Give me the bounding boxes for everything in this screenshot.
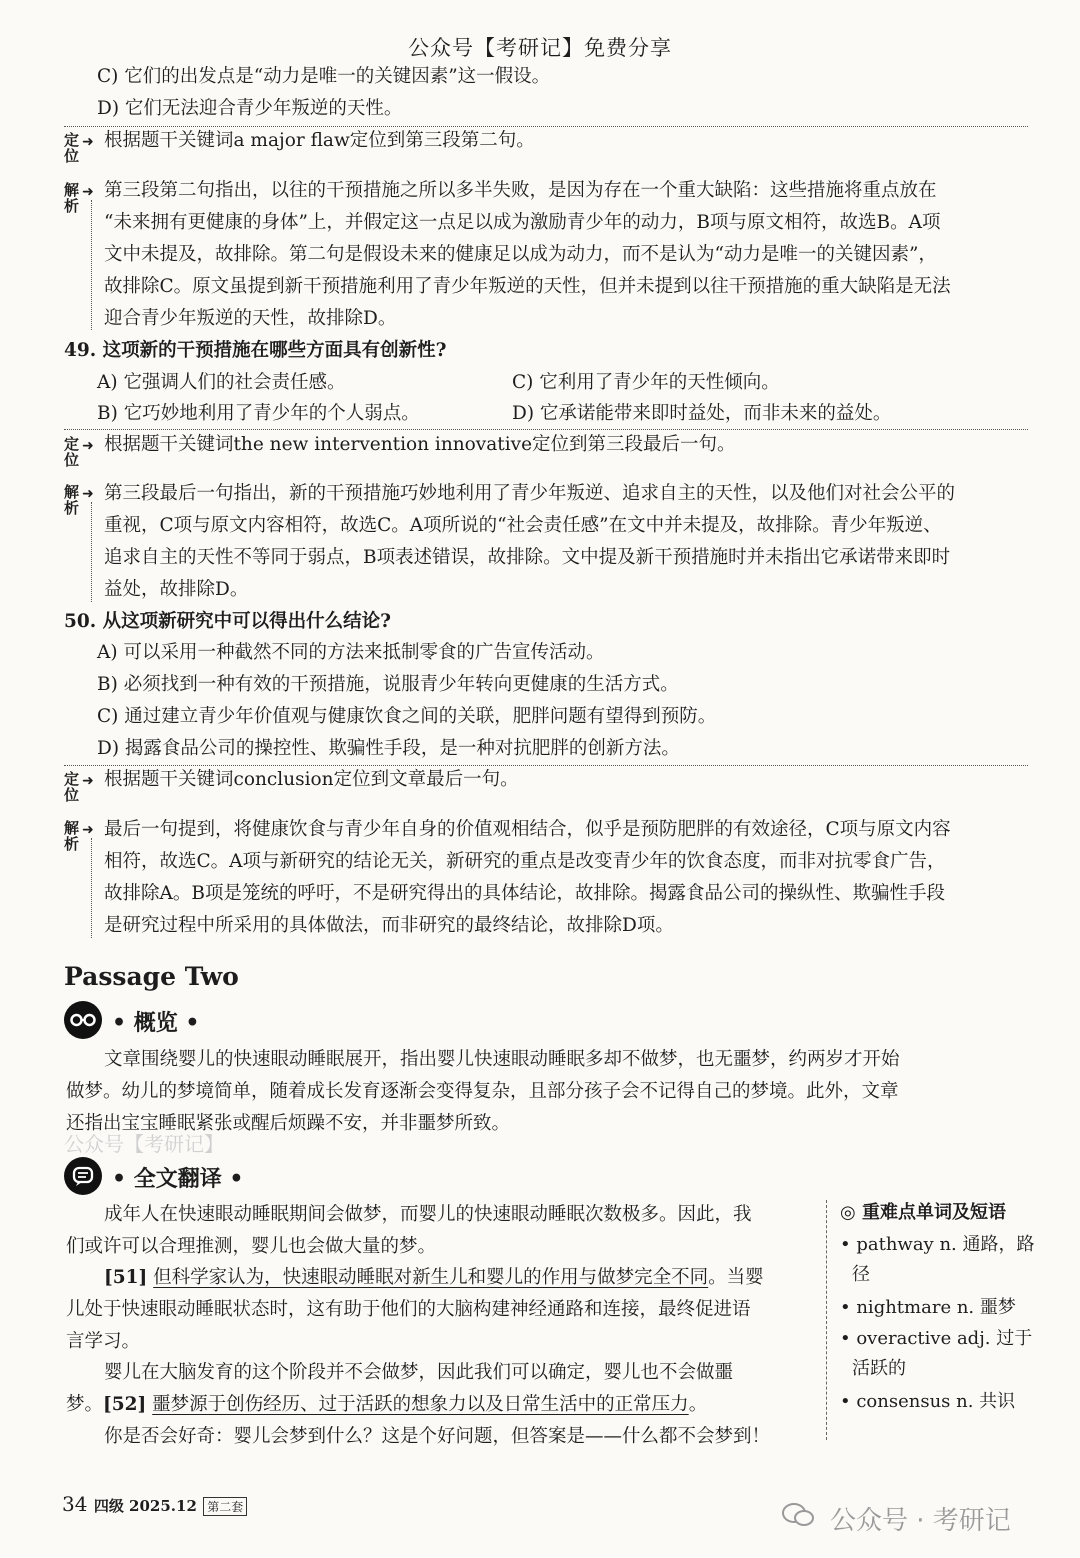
q48-analysis-line: 第三段第二句指出，以往的干预措施之所以多半失败，是因为存在一个重大缺陷：这些措施将重点放在 xyxy=(104,180,937,201)
q49-option-d: D) 它承诺能带来即时益处，而非未来的益处。 xyxy=(512,403,892,424)
answer-sentence: 但科学家认为，快速眼动睡眠对新生儿和婴儿的作用与做梦完全不同 xyxy=(153,1267,709,1288)
translation-line: 言学习。 xyxy=(66,1331,141,1352)
q50-option: A) 可以采用一种截然不同的方法来抵制零食的广告宣传活动。 xyxy=(97,642,605,663)
vocab-item: • consensus n. 共识 xyxy=(840,1391,1016,1412)
text: 。当婴 xyxy=(708,1267,764,1288)
q50-analysis-line: 故排除A。B项是笼统的呼吁，不是研究得出的具体结论，故排除。揭露食品公司的操纵性、欺骗性手段 xyxy=(104,883,945,904)
section-title: Passage Two xyxy=(64,962,239,991)
arrow-icon: ➜ xyxy=(82,773,94,789)
question-number: [51] xyxy=(104,1267,148,1288)
translation-line: 儿处于快速眼动睡眠状态时，这有助于他们的大脑构建神经通路和连接，最终促进语 xyxy=(66,1299,751,1320)
divider xyxy=(91,838,92,938)
translation-line xyxy=(66,1392,707,1418)
arrow-icon: ➜ xyxy=(82,134,94,150)
analysis-tag: 解 析 xyxy=(64,819,80,853)
q48-location: 根据题干关键词a major flaw定位到第三段第二句。 xyxy=(104,130,535,151)
watermark: 公众号 · 考研记 xyxy=(830,1506,1011,1536)
divider xyxy=(91,502,92,602)
arrow-icon: ➜ xyxy=(82,822,94,838)
q50-option: B) 必须找到一种有效的干预措施，说服青少年转向更健康的生活方式。 xyxy=(97,674,679,695)
location-tag: 定 位 xyxy=(64,770,80,804)
text: 梦。 xyxy=(66,1394,104,1415)
vocab-item: 活跃的 xyxy=(852,1358,906,1379)
q48-option-c: C) 它们的出发点是“动力是唯一的关键因素”这一假设。 xyxy=(97,66,551,87)
divider xyxy=(64,429,1028,430)
q48-option-d: D) 它们无法迎合青少年叛逆的天性。 xyxy=(97,98,403,119)
wechat-icon xyxy=(780,1500,820,1530)
q50-analysis-line: 相符，故选C。A项与新研究的结论无关，新研究的重点是改变青少年的饮食态度，而非对抗零食广告， xyxy=(104,851,946,872)
q50-analysis-line: 最后一句提到，将健康饮食与青少年自身的价值观相结合，似乎是预防肥胖的有效途径，C项与原文内容 xyxy=(104,819,951,840)
translation-line: 你是否会好奇：婴儿会梦到什么？这是个好问题，但答案是——什么都不会梦到！ xyxy=(104,1426,771,1447)
q49-option-c: C) 它利用了青少年的天性倾向。 xyxy=(512,372,780,393)
translation-line: 婴儿在大脑发育的这个阶段并不会做梦，因此我们可以确定，婴儿也不会做噩 xyxy=(104,1362,734,1383)
analysis-tag: 解 析 xyxy=(64,181,80,215)
footer-box: 第二套 xyxy=(203,1497,247,1516)
q49-question: 49. 这项新的干预措施在哪些方面具有创新性? xyxy=(64,340,447,361)
analysis-tag: 解 析 xyxy=(64,483,80,517)
vocab-title xyxy=(840,1198,1006,1224)
q48-analysis-line: “未来拥有更健康的身体”上，并假定这一点足以成为激励青少年的动力，B项与原文相符，故选B。A项 xyxy=(104,212,941,233)
q49-analysis-line: 第三段最后一句指出，新的干预措施巧妙地利用了青少年叛逆、追求自主的天性，以及他们对社会公平的 xyxy=(104,483,956,504)
q49-analysis-line: 追求自主的天性不等同于弱点，B项表述错误，故排除。文中提及新干预措施时并未指出它承诺带来即时 xyxy=(104,547,951,568)
divider xyxy=(91,200,92,330)
q50-option: C) 通过建立青少年价值观与健康饮食之间的关联，肥胖问题有望得到预防。 xyxy=(97,706,717,727)
overview-line: 做梦。幼儿的梦境简单，随着成长发育逐渐会变得复杂，且部分孩子会不记得自己的梦境。此外，文章 xyxy=(66,1081,899,1102)
faint-watermark: 公众号【考研记】 xyxy=(64,1132,224,1156)
vocab-item: • pathway n. 通路，路 xyxy=(840,1234,1035,1255)
translation-line xyxy=(104,1265,764,1291)
footer-text: 四级 2025.12 xyxy=(93,1497,197,1515)
translation-label: • 全文翻译 • xyxy=(112,1166,244,1192)
vocab-item: 径 xyxy=(852,1264,870,1285)
divider xyxy=(64,126,1028,127)
q48-analysis-line: 故排除C。原文虽提到新干预措施利用了青少年叛逆的天性，但并未提到以往干预措施的重大缺陷是无法 xyxy=(104,276,951,297)
page-number: 34 xyxy=(62,1492,88,1516)
page-footer xyxy=(62,1492,247,1516)
q50-option: D) 揭露食品公司的操控性、欺骗性手段，是一种对抗肥胖的创新方法。 xyxy=(97,738,680,759)
q48-analysis-line: 文中未提及，故排除。第二句是假设未来的健康足以成为动力，而不是认为“动力是唯一的关键因素”， xyxy=(104,244,937,265)
target-icon: ◎ xyxy=(840,1202,856,1223)
overview-line: 还指出宝宝睡眠紧张或醒后烦躁不安，并非噩梦所致。 xyxy=(66,1113,511,1134)
location-tag: 定 位 xyxy=(64,435,80,469)
q50-location: 根据题干关键词conclusion定位到文章最后一句。 xyxy=(104,769,519,790)
vocab-item: • nightmare n. 噩梦 xyxy=(840,1297,1016,1318)
overview-line: 文章围绕婴儿的快速眼动睡眠展开，指出婴儿快速眼动睡眠多却不做梦，也无噩梦，约两岁才开始 xyxy=(104,1049,900,1070)
arrow-icon: ➜ xyxy=(82,184,94,200)
q50-question: 50. 从这项新研究中可以得出什么结论? xyxy=(64,611,391,632)
question-number: [52] xyxy=(103,1394,147,1415)
q49-analysis-line: 重视，C项与原文内容相符，故选C。A项所说的“社会责任感”在文中并未提及，故排除。青少年叛逆、 xyxy=(104,515,942,536)
q48-analysis-line: 迎合青少年叛逆的天性，故排除D。 xyxy=(104,308,397,329)
translation-line: 成年人在快速眼动睡眠期间会做梦，而婴儿的快速眼动睡眠次数极多。因此，我 xyxy=(104,1204,752,1225)
vocab-title-text: 重难点单词及短语 xyxy=(862,1202,1006,1223)
q49-option-b: B) 它巧妙地利用了青少年的个人弱点。 xyxy=(97,403,420,424)
divider xyxy=(64,765,1028,766)
text: 。 xyxy=(688,1394,708,1415)
glasses-icon xyxy=(64,1001,102,1039)
answer-sentence: 噩梦源于创伤经历、过于活跃的想象力以及日常生活中的正常压力 xyxy=(152,1394,689,1415)
arrow-icon: ➜ xyxy=(82,438,94,454)
vocab-divider xyxy=(826,1200,827,1440)
overview-label: • 概览 • xyxy=(112,1010,200,1036)
q50-analysis-line: 是研究过程中所采用的具体做法，而非研究的最终结论，故排除D项。 xyxy=(104,915,674,936)
q49-location: 根据题干关键词the new intervention innovative定位到第三段最后一句。 xyxy=(104,434,736,455)
q49-analysis-line: 益处，故排除D。 xyxy=(104,579,249,600)
location-tag: 定 位 xyxy=(64,131,80,165)
arrow-icon: ➜ xyxy=(82,486,94,502)
vocab-item: • overactive adj. 过于 xyxy=(840,1328,1033,1349)
page-header: 公众号【考研记】免费分享 xyxy=(408,36,672,60)
translation-line: 们或许可以合理推测，婴儿也会做大量的梦。 xyxy=(66,1236,437,1257)
chat-icon xyxy=(64,1157,102,1195)
q49-option-a: A) 它强调人们的社会责任感。 xyxy=(97,372,346,393)
